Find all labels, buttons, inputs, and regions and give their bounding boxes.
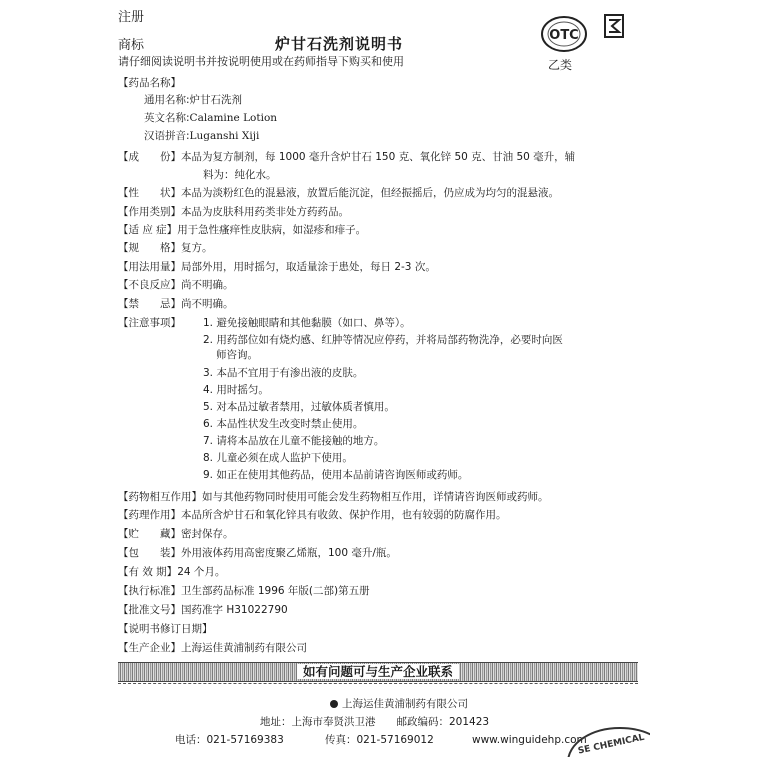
contact-banner: [118, 662, 638, 682]
precaution-item: 1. 避免接触眼睛和其他黏膜（如口、鼻等）。: [203, 317, 411, 329]
precaution-item: 8. 儿童必须在成人监护下使用。: [203, 452, 353, 464]
footer-address: 地址：上海市奉贤洪卫港 邮政编码：201423: [260, 716, 490, 728]
corner-marker-icon: [604, 14, 624, 38]
field-shelf-life: 【有 效 期】24 个月。: [118, 566, 226, 578]
precaution-item: 6. 本品性状发生改变时禁止使用。: [203, 418, 364, 430]
precaution-item: 3. 本品不宜用于有渗出液的皮肤。: [203, 367, 364, 379]
contact-banner-text: 如有问题可与生产企业联系: [297, 664, 459, 679]
svg-text:OTC: OTC: [549, 28, 579, 43]
field-standard: 【执行标准】卫生部药品标准 1996 年版(二部)第五册: [118, 585, 370, 597]
field-ingredients: 【成 份】本品为复方制剂，每 1000 毫升含炉甘石 150 克、氧化锌 50 克、甘油 50 毫升，辅: [118, 151, 576, 163]
field-description: 【性 状】本品为淡粉红色的混悬液，放置后能沉淀，但经振摇后，仍应成为均匀的混悬液。: [118, 187, 559, 199]
field-storage: 【贮 藏】密封保存。: [118, 528, 234, 540]
field-revision-date: 【说明书修订日期】: [118, 623, 213, 635]
trademark-label: 商标: [118, 38, 145, 53]
field-pharmacology: 【药理作用】本品所含炉甘石和氧化锌具有收敛、保护作用，也有较弱的防腐作用。: [118, 509, 507, 521]
page-title: 炉甘石洗剂说明书: [275, 35, 404, 53]
company-stamp: [560, 720, 650, 757]
footer-phone: 电话：021-57169383: [175, 734, 284, 746]
field-english-name: 英文名称:Calamine Lotion: [144, 112, 278, 124]
field-approval-number: 【批准文号】国药准字 H31022790: [118, 604, 288, 616]
precaution-item: 2. 用药部位如有烧灼感、红肿等情况应停药，并将局部药物洗净，必要时向医: [203, 334, 563, 346]
precaution-item: 7. 请将本品放在儿童不能接触的地方。: [203, 435, 385, 447]
field-specification: 【规 格】复方。: [118, 242, 213, 254]
footer-website[interactable]: www.winguidehp.com: [472, 734, 587, 746]
field-dosage: 【用法用量】局部外用，用时摇匀，取适量涂于患处，每日 2-3 次。: [118, 261, 436, 273]
precaution-item: 4. 用时摇匀。: [203, 384, 269, 396]
svg-text:SE CHEMICAL: SE CHEMICAL: [577, 732, 646, 757]
otc-logo: [540, 14, 588, 54]
warning-text: 请仔细阅读说明书并按说明使用或在药师指导下购买和使用: [118, 55, 404, 68]
field-precautions: 【注意事项】: [118, 317, 181, 329]
divider: [118, 683, 638, 684]
field-interactions: 【药物相互作用】如与其他药物同时使用可能会发生药物相互作用，详情请咨询医师或药师。: [118, 491, 549, 503]
precaution-item: 9. 如正在使用其他药品，使用本品前请咨询医师或药师。: [203, 469, 469, 481]
field-generic-name: 通用名称:炉甘石洗剂: [144, 94, 243, 106]
field-ingredients-cont: 料为：纯化水。: [203, 169, 277, 181]
footer-fax: 传真：021-57169012: [325, 734, 434, 746]
precaution-item-cont: 师咨询。: [216, 349, 258, 361]
field-contraindications: 【禁 忌】尚不明确。: [118, 298, 234, 310]
field-packaging: 【包 装】外用液体药用高密度聚乙烯瓶，100 毫升/瓶。: [118, 547, 397, 559]
field-adverse-reactions: 【不良反应】尚不明确。: [118, 279, 234, 291]
field-pinyin: 汉语拼音:Luganshi Xiji: [144, 130, 260, 142]
precaution-item: 5. 对本品过敏者禁用，过敏体质者慎用。: [203, 401, 395, 413]
category-label: 乙类: [548, 58, 573, 72]
field-manufacturer: 【生产企业】上海运佳黄浦制药有限公司: [118, 642, 307, 654]
footer-company: 上海运佳黄浦制药有限公司: [330, 698, 468, 711]
company-logo-icon: [330, 700, 338, 708]
registration-label: 注册: [118, 10, 145, 25]
field-indications: 【适 应 症】用于急性瘙痒性皮肤病，如湿疹和痱子。: [118, 224, 367, 236]
field-drug-name: 【药品名称】: [118, 77, 181, 89]
field-category: 【作用类别】本品为皮肤科用药类非处方药药品。: [118, 206, 349, 218]
